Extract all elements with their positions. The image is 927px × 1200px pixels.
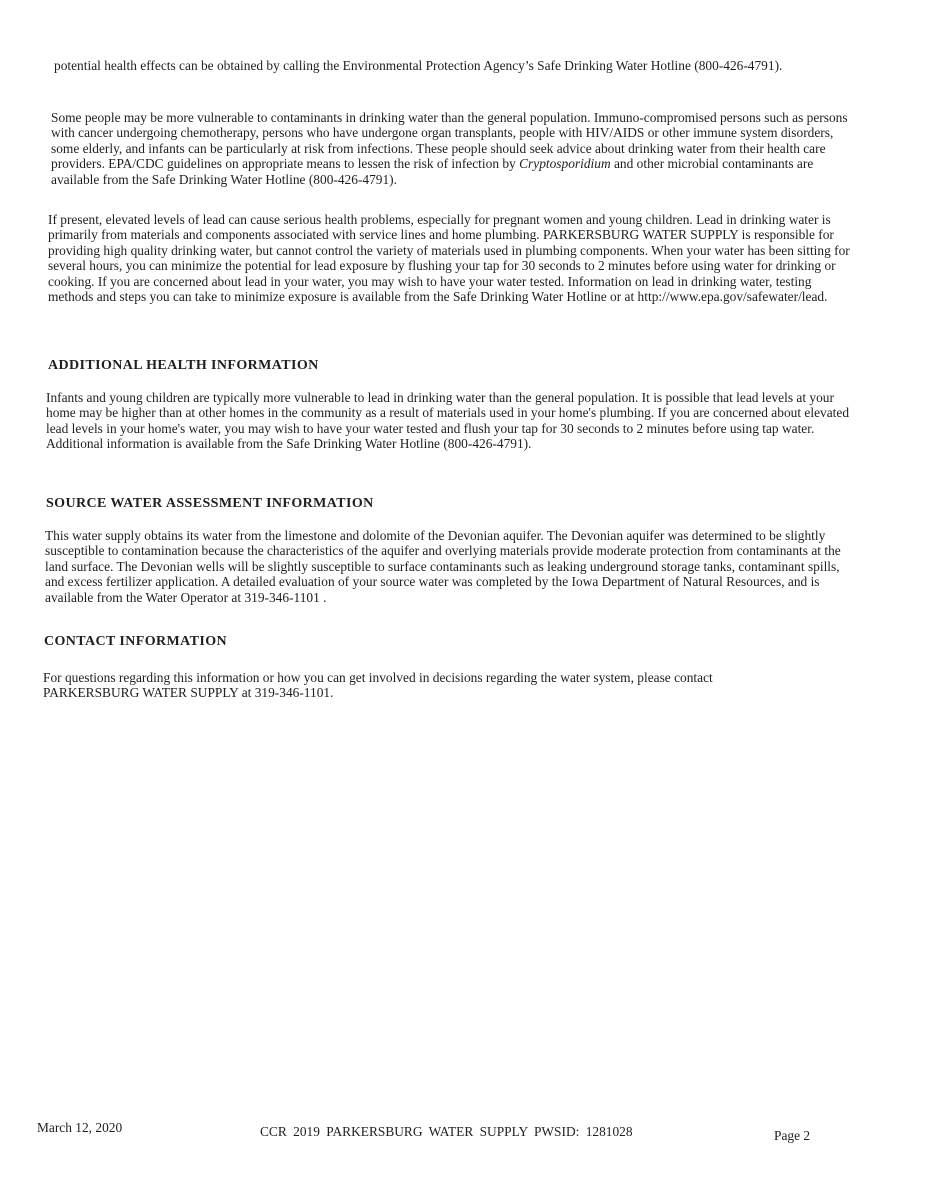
paragraph-additional-health: Infants and young children are typically more vulnerable to lead in drinking water than the general population. It is possible that lead levels at your home may be higher than at other homes in the community as a result of materials used in your home's plumbing. If you are concerned about elevated lead levels in your home's water, you may wish to have your water tested and flush your tap for 30 seconds to 2 minutes before using tap water. Additional information is available from the Safe Drinking Water Hotline (800-426-4791). [46, 390, 850, 452]
heading-contact-information: CONTACT INFORMATION [44, 634, 227, 649]
footer-report-title: CCR 2019 PARKERSBURG WATER SUPPLY PWSID: 1281028 [260, 1124, 633, 1139]
cryptosporidium-term: Cryptosporidium [519, 156, 611, 172]
paragraph-vulnerable-populations [51, 110, 856, 187]
paragraph-vulnerable-text-b: and other microbial contaminants are available from the Safe Drinking Water Hotline (800-426-4791). [51, 156, 814, 187]
paragraph-lead-information: If present, elevated levels of lead can cause serious health problems, especially for pregnant women and young children. Lead in drinking water is primarily from materials and components associated with service lines and home plumbing. PARKERSBURG WATER SUPPLY is responsible for providing high quality drinking water, but cannot control the variety of materials used in plumbing components. When your water has been sitting for several hours, you can minimize the potential for lead exposure by flushing your tap for 30 seconds to 2 minutes before using water for drinking or cooking. If you are concerned about lead in your water, you may wish to have your water tested. Information on lead in drinking water, testing methods and steps you can take to minimize exposure is available from the Safe Drinking Water Hotline or at http://www.epa.gov/safewater/lead. [48, 212, 850, 305]
paragraph-hotline-intro: potential health effects can be obtained by calling the Environmental Protection Agency’s Safe Drinking Water Hotline (800-426-4791). [54, 58, 783, 73]
paragraph-contact: For questions regarding this information or how you can get involved in decisions regarding the water system, please contact PARKERSBURG WATER SUPPLY at 319-346-1101. [43, 670, 713, 701]
heading-additional-health-information: ADDITIONAL HEALTH INFORMATION [48, 358, 319, 373]
footer-page-number: Page 2 [774, 1128, 811, 1143]
heading-source-water-assessment: SOURCE WATER ASSESSMENT INFORMATION [46, 496, 374, 511]
footer-date: March 12, 2020 [37, 1120, 123, 1135]
paragraph-vulnerable-text-a: Some people may be more vulnerable to contaminants in drinking water than the general population. Immuno-compromised persons such as persons with cancer undergoing chemotherapy, persons who have undergone organ transplants, people with HIV/AIDS or other immune system disorders, some elderly, and infants can be particularly at risk from infections. These people should seek advice about drinking water from their health care providers. EPA/CDC guidelines on appropriate means to lessen the risk of infection by [51, 110, 848, 172]
paragraph-source-water: This water supply obtains its water from the limestone and dolomite of the Devonian aquifer. The Devonian aquifer was determined to be slightly susceptible to contamination because the characteristics of the aquifer and overlying materials provide moderate protection from contaminants at the land surface. The Devonian wells will be slightly susceptible to surface contaminants such as leaking underground storage tanks, contaminant spills, and excess fertilizer application. A detailed evaluation of your source water was completed by the Iowa Department of Natural Resources, and is available from the Water Operator at 319-346-1101 . [45, 528, 841, 605]
